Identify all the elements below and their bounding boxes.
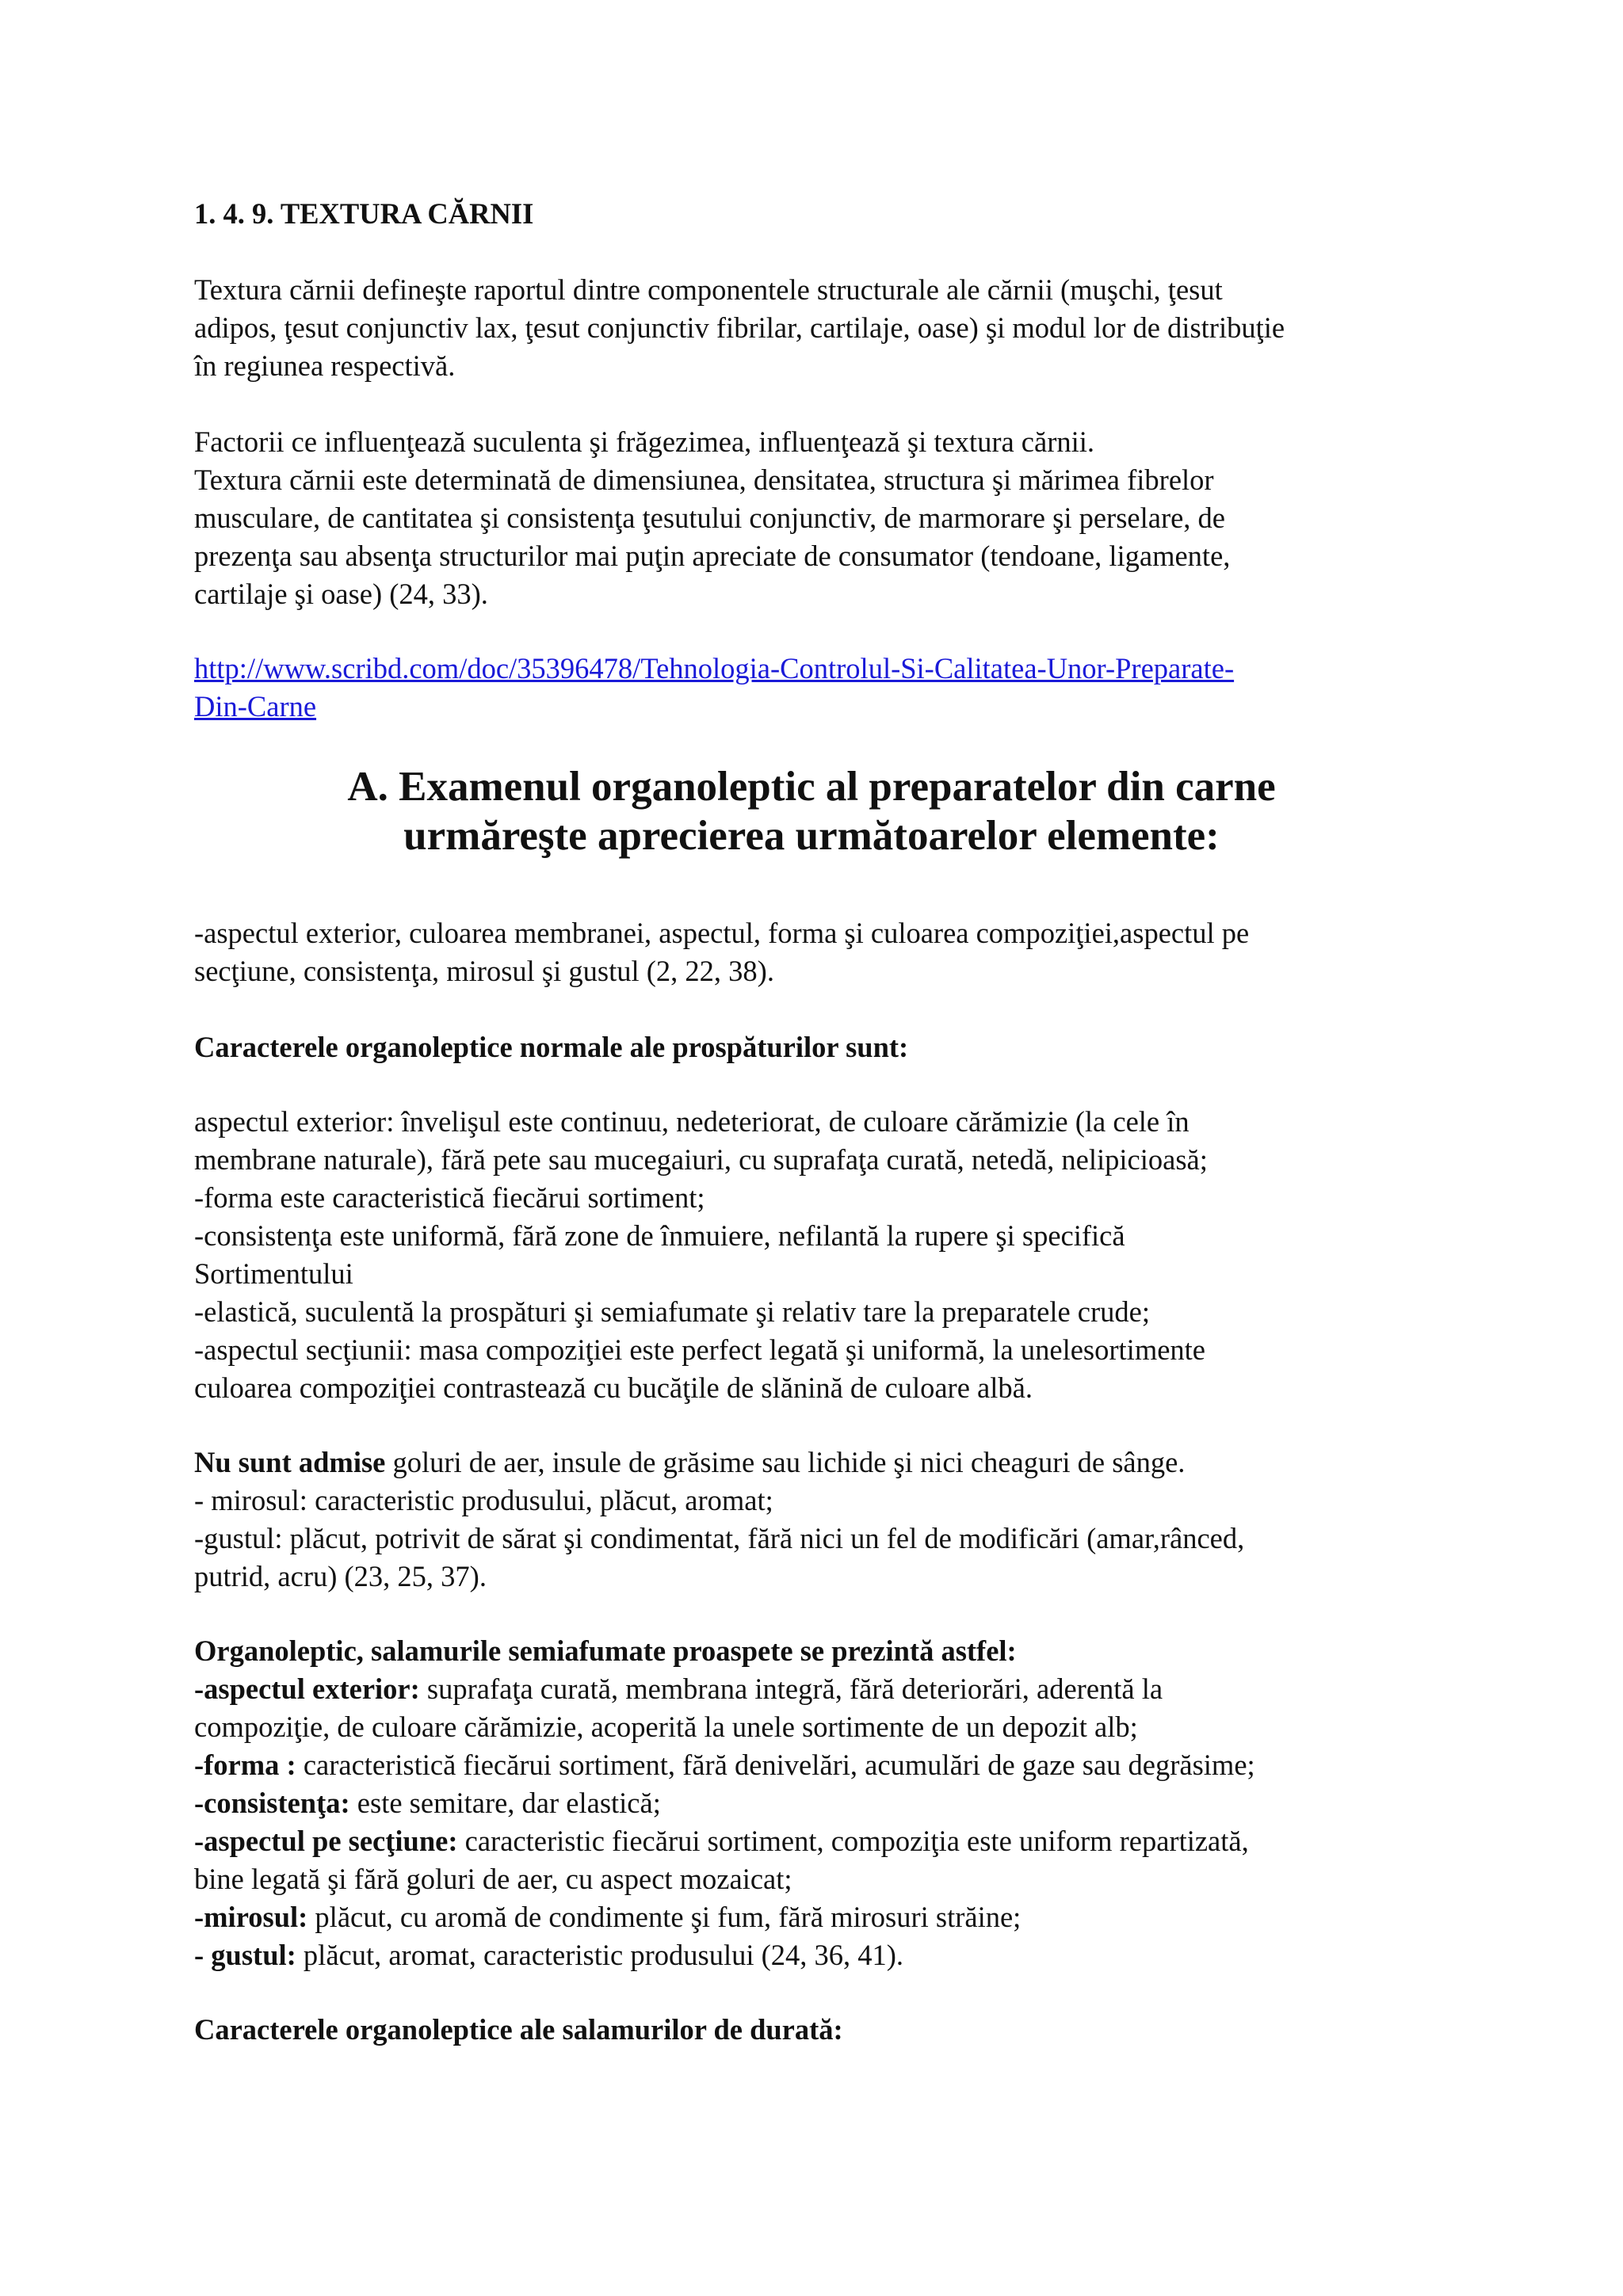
- subheading-durable-salami: Caracterele organoleptice ale salamurilor de durată:: [194, 2013, 843, 2046]
- text-line: -aspectul exterior, culoarea membranei, aspectul, forma şi culoarea compoziţiei,aspectul pe: [194, 917, 1250, 949]
- text-line: putrid, acru) (23, 25, 37).: [194, 1560, 487, 1592]
- text-line: Textura cărnii este determinată de dimensiunea, densitatea, structura şi mărimea fibrelor: [194, 463, 1214, 496]
- text-line: [194, 1444, 1462, 1482]
- heading-line: urmăreşte aprecierea următoarelor elemente:: [403, 813, 1220, 859]
- text-line: -gustul: plăcut, potrivit de sărat şi condimentat, fără nici un fel de modificări (amar,rânced,: [194, 1522, 1245, 1554]
- bold-term: -consistenţa:: [194, 1787, 350, 1819]
- inline-text: plăcut, cu aromă de condimente şi fum, fără mirosuri străine;: [307, 1901, 1022, 1933]
- text-line: culoarea compoziţiei contrastează cu bucăţile de slănină de culoare albă.: [194, 1371, 1033, 1404]
- text-line: -forma este caracteristică fiecărui sortiment;: [194, 1181, 705, 1214]
- link-paragraph: [194, 650, 1462, 726]
- text-line: secţiune, consistenţa, mirosul şi gustul (2, 22, 38).: [194, 955, 774, 987]
- text-line: [194, 1670, 1462, 1708]
- subheading-fresh-products: Caracterele organoleptice normale ale prospăturilor sunt:: [194, 1031, 909, 1063]
- text-line: Factorii ce influenţează suculenta şi frăgezimea, influenţează şi textura cărnii.: [194, 425, 1095, 458]
- heading-line: A. Examenul organoleptic al preparatelor din carne: [347, 764, 1276, 810]
- bold-term: -aspectul pe secţiune:: [194, 1825, 458, 1857]
- link-line[interactable]: http://www.scribd.com/doc/35396478/Tehnologia-Controlul-Si-Calitatea-Unor-Preparate-: [194, 652, 1235, 685]
- text-line: [194, 1784, 1462, 1822]
- text-line: [194, 1860, 1462, 1898]
- bold-term: Nu sunt admise: [194, 1446, 386, 1478]
- text-line: [194, 1898, 1462, 1936]
- inline-text: compoziţie, de culoare cărămizie, acoperită la unele sortimente de un depozit alb;: [194, 1711, 1138, 1743]
- section-title: 1. 4. 9. TEXTURA CĂRNII: [194, 197, 534, 230]
- text-line: [194, 1822, 1462, 1860]
- text-line: în regiunea respectivă.: [194, 349, 456, 382]
- bold-term: -aspectul exterior:: [194, 1672, 420, 1705]
- source-link[interactable]: [194, 650, 1462, 726]
- paragraph-examined-elements: [194, 914, 1462, 990]
- text-line: aspectul exterior: învelişul este continuu, nedeteriorat, de culoare cărămizie (la cele în: [194, 1105, 1190, 1138]
- text-line: -consistenţa este uniformă, fără zone de înmuiere, nefilantă la rupere şi specifică: [194, 1219, 1125, 1252]
- text-line: cartilaje şi oase) (24, 33).: [194, 578, 488, 610]
- text-line: Textura cărnii defineşte raportul dintre componentele structurale ale cărnii (muşchi, ţesut: [194, 273, 1223, 306]
- bold-term: -mirosul:: [194, 1901, 308, 1933]
- text-line: [194, 1708, 1462, 1746]
- text-line: [194, 1746, 1462, 1784]
- paragraph-texture-factors: [194, 423, 1462, 613]
- text-line: [194, 1936, 1462, 1974]
- text-line: adipos, ţesut conjunctiv lax, ţesut conjunctiv fibrilar, cartilaje, oase) şi modul lor de distribuţie: [194, 311, 1285, 344]
- subheading-semi-smoked: Organoleptic, salamurile semiafumate proaspete se prezintă astfel:: [194, 1634, 1017, 1667]
- paragraph-not-admitted: [194, 1444, 1462, 1596]
- bold-term: - gustul:: [194, 1939, 296, 1971]
- text-line: -elastică, suculentă la prospături şi semiafumate şi relativ tare la preparatele crude;: [194, 1295, 1150, 1328]
- inline-text: caracteristică fiecărui sortiment, fără denivelări, acumulări de gaze sau degrăsime;: [296, 1749, 1255, 1781]
- inline-text: suprafaţa curată, membrana integră, fără deteriorări, aderentă la: [419, 1672, 1163, 1705]
- text-line: -aspectul secţiunii: masa compoziţiei este perfect legată şi uniformă, la unelesortimente: [194, 1333, 1206, 1366]
- inline-text: plăcut, aromat, caracteristic produsului (24, 36, 41).: [296, 1939, 904, 1971]
- organoleptic-heading: [0, 762, 1623, 860]
- bold-term: -forma :: [194, 1749, 296, 1781]
- inline-text: goluri de aer, insule de grăsime sau lichide şi nici cheaguri de sânge.: [385, 1446, 1186, 1478]
- text-line: prezenţa sau absenţa structurilor mai puţin apreciate de consumator (tendoane, ligamente,: [194, 540, 1231, 572]
- text-line: musculare, de cantitatea şi consistenţa ţesutului conjunctiv, de marmorare şi perselare, de: [194, 502, 1226, 534]
- inline-text: bine legată şi fără goluri de aer, cu aspect mozaicat;: [194, 1863, 792, 1895]
- text-line: membrane naturale), fără pete sau mucegaiuri, cu suprafaţa curată, netedă, nelipicioasă;: [194, 1143, 1208, 1176]
- paragraph-texture-definition: [194, 271, 1462, 385]
- inline-text: este semitare, dar elastică;: [349, 1787, 661, 1819]
- text-line: - mirosul: caracteristic produsului, plăcut, aromat;: [194, 1484, 773, 1516]
- text-line: Sortimentului: [194, 1257, 353, 1290]
- paragraph-semi-smoked-characteristics: [194, 1670, 1462, 1974]
- inline-text: caracteristic fiecărui sortiment, compoziţia este uniform repartizată,: [457, 1825, 1249, 1857]
- link-line[interactable]: Din-Carne: [194, 690, 317, 723]
- paragraph-fresh-characteristics: [194, 1103, 1462, 1407]
